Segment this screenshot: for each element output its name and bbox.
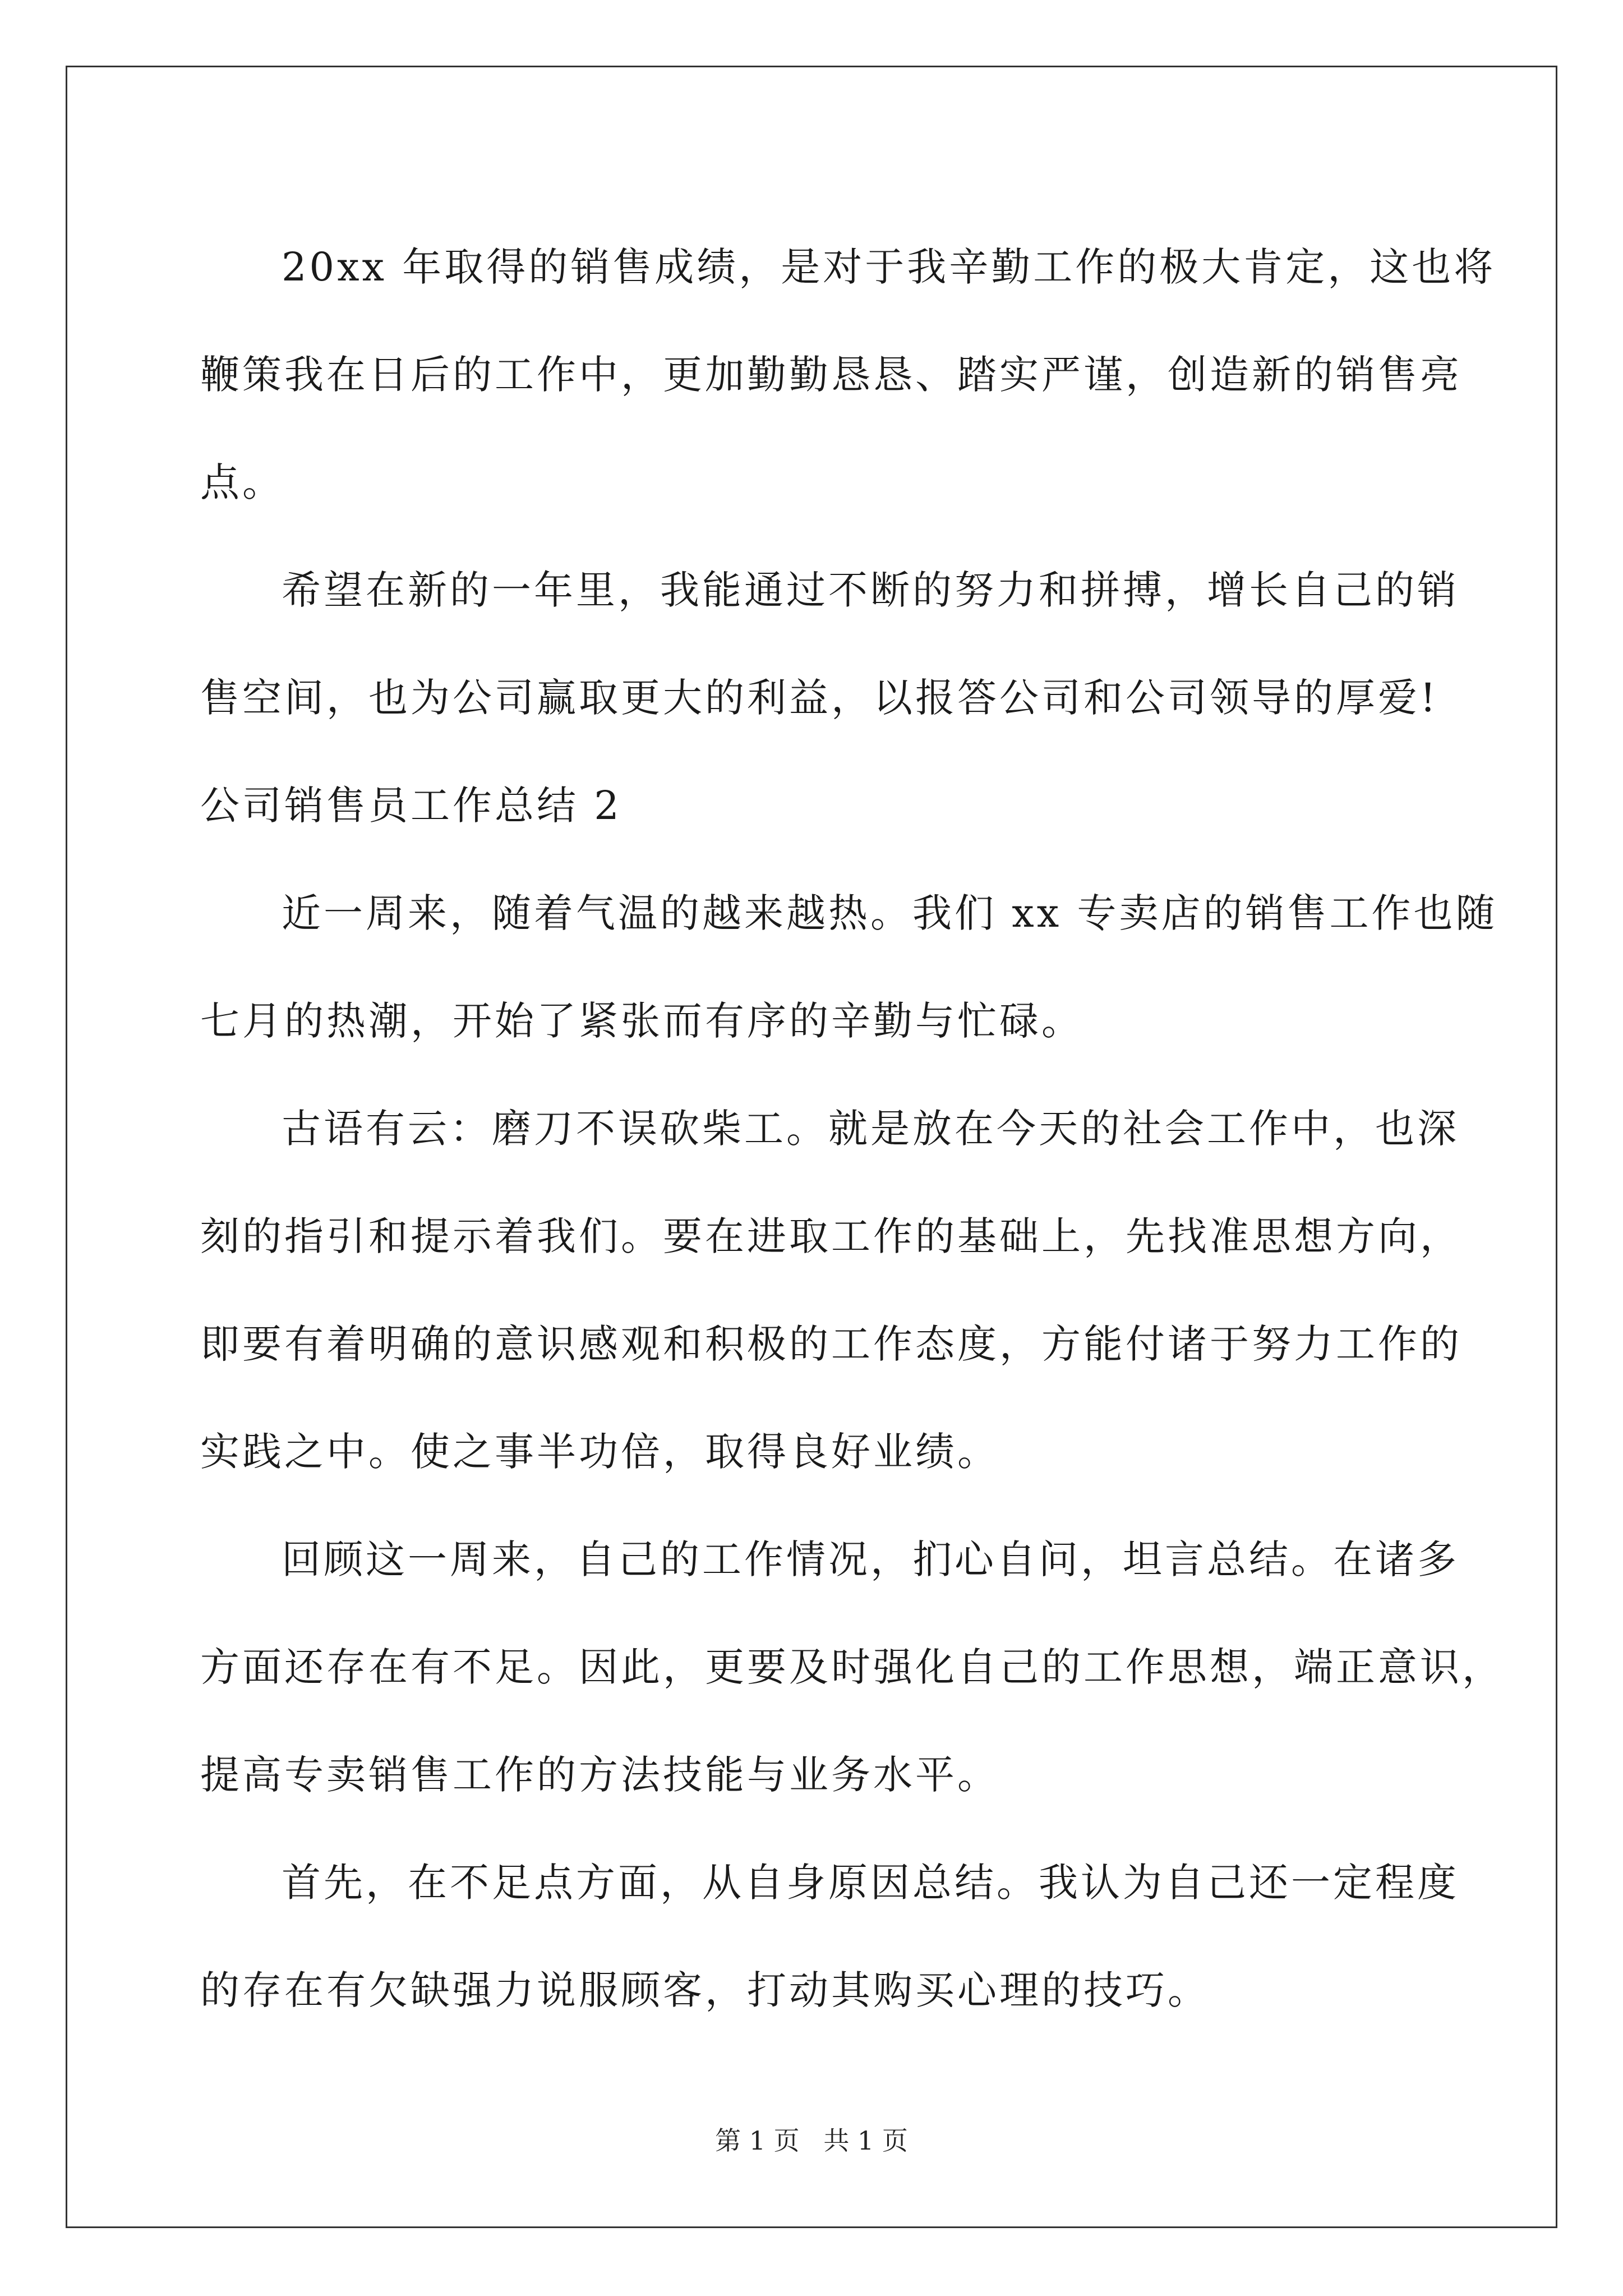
paragraph-line: 回顾这一周来，自己的工作情况，扪心自问，坦言总结。在诸多 bbox=[282, 1536, 1459, 1582]
paragraph-line: 的存在有欠缺强力说服顾客，打动其购买心理的技巧。 bbox=[200, 1967, 1210, 2013]
page-number: 第 1 页 bbox=[715, 2125, 800, 2156]
paragraph-line: 提高专卖销售工作的方法技能与业务水平。 bbox=[200, 1752, 999, 1798]
paragraph-line: 首先，在不足点方面，从自身原因总结。我认为自己还一定程度 bbox=[282, 1860, 1459, 1906]
section-heading: 公司销售员工作总结 2 bbox=[200, 783, 622, 829]
paragraph-line: 近一周来，随着气温的越来越热。我们 xx 专卖店的销售工作也随 bbox=[282, 890, 1498, 936]
paragraph-line: 售空间，也为公司赢取更大的利益，以报答公司和公司领导的厚爱! bbox=[200, 675, 1439, 721]
page-total: 共 1 页 bbox=[823, 2125, 908, 2156]
paragraph-line: 鞭策我在日后的工作中，更加勤勤恳恳、踏实严谨，创造新的销售亮 bbox=[200, 352, 1462, 398]
paragraph-line: 古语有云：磨刀不误砍柴工。就是放在今天的社会工作中，也深 bbox=[282, 1106, 1459, 1152]
document-body bbox=[200, 213, 1504, 2044]
paragraph-line: 刻的指引和提示着我们。要在进取工作的基础上，先找准思想方向， bbox=[200, 1213, 1462, 1259]
paragraph-line: 七月的热潮，开始了紧张而有序的辛勤与忙碌。 bbox=[200, 998, 1083, 1044]
paragraph-line: 希望在新的一年里，我能通过不断的努力和拼搏，增长自己的销 bbox=[282, 567, 1459, 613]
paragraph-line: 点。 bbox=[200, 459, 284, 505]
paragraph-line: 20xx 年取得的销售成绩，是对于我辛勤工作的极大肯定，这也将 bbox=[282, 244, 1496, 290]
page-footer bbox=[0, 2120, 1623, 2157]
paragraph-line: 即要有着明确的意识感观和积极的工作态度，方能付诸于努力工作的 bbox=[200, 1321, 1462, 1367]
paragraph-line: 方面还存在有不足。因此，更要及时强化自己的工作思想，端正意识， bbox=[200, 1644, 1504, 1690]
paragraph-line: 实践之中。使之事半功倍，取得良好业绩。 bbox=[200, 1429, 999, 1475]
